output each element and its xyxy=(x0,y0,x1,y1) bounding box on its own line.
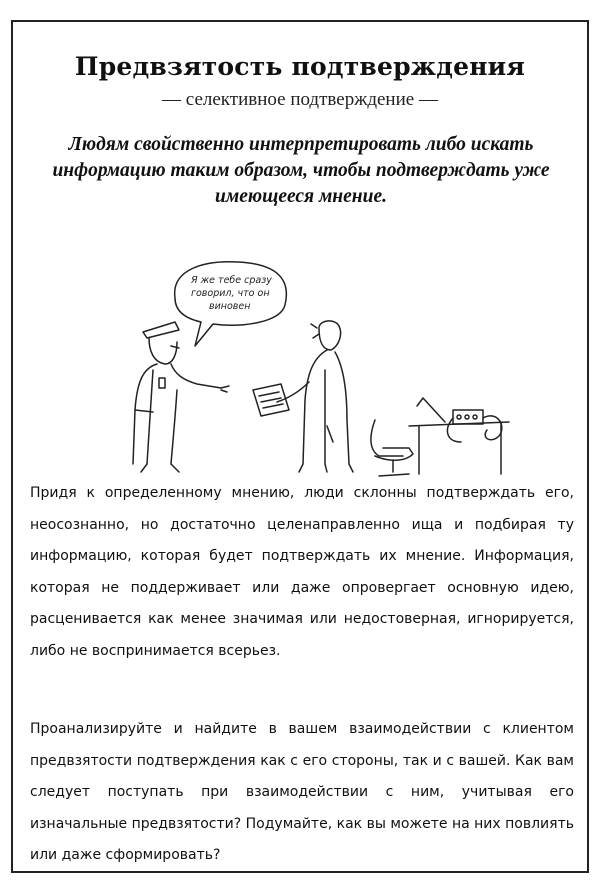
lead-statement: Людям свойственно интерпретировать либо искать информацию таким образом, чтобы подтверждать уже имеющееся мнение. xyxy=(52,134,550,207)
bubble-line-2: говорил, что он xyxy=(191,288,270,299)
chair xyxy=(371,420,413,476)
cartoon-illustration xyxy=(113,250,513,482)
bubble-line-1: Я же тебе сразу xyxy=(191,275,272,286)
bubble-line-3: виновен xyxy=(209,301,251,312)
poster-card xyxy=(11,20,589,873)
scientist-figure xyxy=(253,321,353,472)
page-title: Предвзятость подтверждения xyxy=(74,52,526,81)
paragraph-1: Придя к определенному мнению, люди склонны подтверждать его, неосознанно, но достаточно целенаправленно ища и подбирая ту информацию, которая будет подтверждать их мнение. Информация, которая не поддерживает или даже опровергает основную идею, расценивается как менее значимая или недостоверная, игнорируется, либо не воспринимается всерьез. xyxy=(30,485,574,659)
paragraph-2: Проанализируйте и найдите в вашем взаимодействии с клиентом предвзятости подтверждения как с его стороны, так и с вашей. Как вам следует поступать при взаимодействии с ним, учитывая его изначальные предвзятости? Подумайте, как вы можете на них повлиять или даже сформировать? xyxy=(30,721,574,863)
page-subtitle: — селективное подтверждение — xyxy=(162,89,438,110)
desk-equipment xyxy=(409,398,509,474)
officer-figure xyxy=(133,322,229,472)
